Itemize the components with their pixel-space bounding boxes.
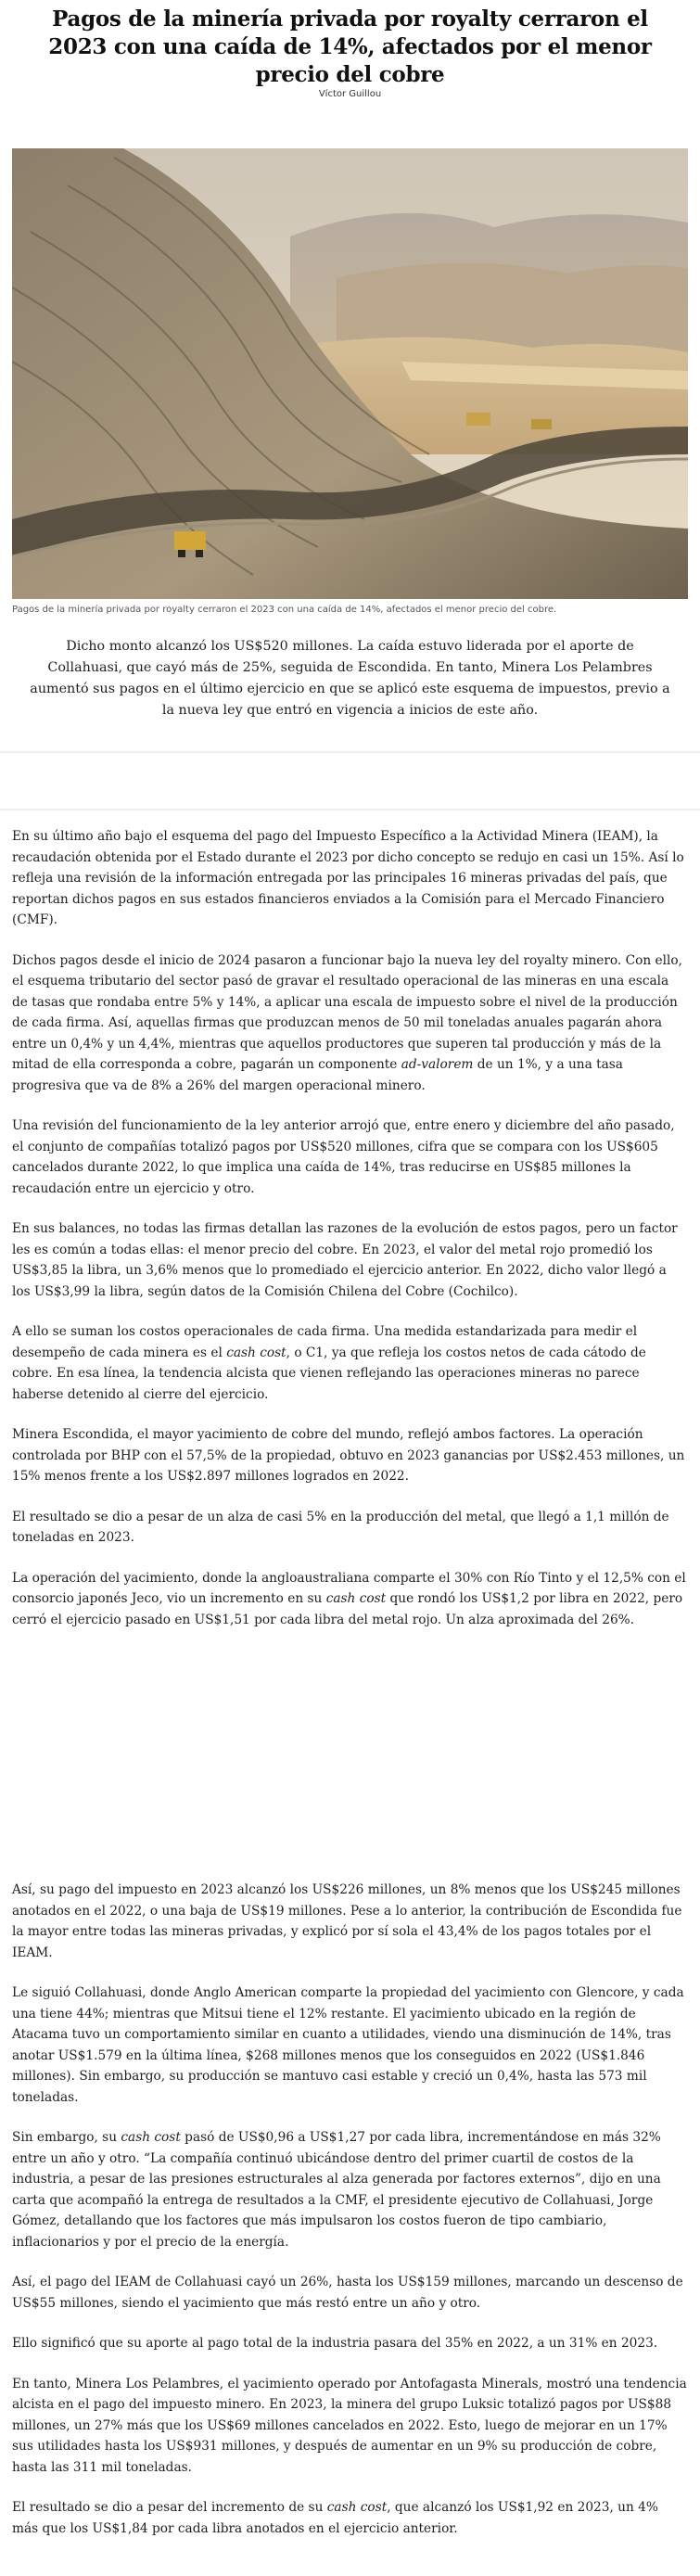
article-author[interactable]: Víctor Guillou bbox=[318, 89, 382, 99]
mine-landscape-illustration bbox=[12, 148, 688, 599]
body-paragraph: En tanto, Minera Los Pelambres, el yacimiento operado por Antofagasta Minerals, mostró una tendencia alcista en el pago del impuesto minero. En 2023, la minera del grupo Luksic totalizó pagos por US$88 millones, un 27% más que los US$69 millones cancelados en 2022. Esto, luego de mejorar en un 17% sus utilidades hasta los US$931 millones, y después de aumentar en un 9% su producción de cobre, hasta las 311 mil toneladas. bbox=[12, 2376, 687, 2475]
image-caption: Pagos de la minería privada por royalty cerraron el 2023 con una caída de 14%, afectados el menor precio del cobre. bbox=[12, 605, 557, 615]
body-paragraph: Una revisión del funcionamiento de la ley anterior arrojó que, entre enero y diciembre del año pasado, el conjunto de compañías totalizó pagos por US$520 millones, cifra que se compara con los US$605 cancelados durante 2022, lo que implica una caída de 14%, tras reducirse en US$85 millones la recaudación entre un ejercicio y otro. bbox=[12, 1118, 675, 1196]
article-title: Pagos de la minería privada por royalty cerraron el 2023 con una caída de 14%, afectados por el menor precio del cobre bbox=[48, 6, 652, 87]
body-paragraph: En sus balances, no todas las firmas detallan las razones de la evolución de estos pagos, pero un factor les es común a todas ellas: el menor precio del cobre. En 2023, el valor del metal rojo promedió los US$3,85 la libra, un 3,6% menos que lo promediado el ejercicio anterior. En 2022, dicho valor llegó a los US$3,99 la libra, según datos de la Comisión Chilena del Cobre (Cochilco). bbox=[12, 1221, 678, 1299]
body-paragraph: Sin embargo, su cash cost pasó de US$0,96 a US$1,27 por cada libra, incrementándose en más 32% entre un año y otro. “La compañía continuó ubicándose dentro del primer cuartil de costos de la industria, a pesar de las presiones estructurales al alza generada por factores externos”, dijo en una carta que acompañó la entrega de resultados a la CMF, el presidente ejecutivo de Collahuasi, Jorge Gómez, detallando que los factores que más impulsaron los costos fueron de tipo cambiario, inflacionarios y por el precio de la energía. bbox=[12, 2130, 661, 2250]
body-paragraph: En su último año bajo el esquema del pago del Impuesto Específico a la Actividad Minera (IEAM), la recaudación obtenida por el Estado durante el 2023 por dicho concepto se redujo en casi un 15%. Así lo refleja una revisión de la información entregada por las principales 16 mineras privadas del país, que reportan dichos pagos en sus estados financieros enviados a la Comisión para el Mercado Financiero (CMF). bbox=[12, 829, 684, 927]
body-paragraph: El resultado se dio a pesar del incremento de su cash cost, que alcanzó los US$1,92 en 2023, un 4% más que los US$1,84 por cada libra anotados en el ejercicio anterior. bbox=[12, 2500, 658, 2536]
article-body-section-2 bbox=[12, 1880, 688, 2539]
haul-truck-near bbox=[174, 531, 206, 550]
article-lead: Dicho monto alcanzó los US$520 millones. La caída estuvo liderada por el aporte de Collahuasi, que cayó más de 25%, seguida de Escondida. En tanto, Minera Los Pelambres aumentó sus pagos en el último ejercicio en que se aplicó este esquema de impuestos, previo a la nueva ley que entró en vigencia a inicios de este año. bbox=[30, 639, 670, 718]
body-paragraph: Dichos pagos desde el inicio de 2024 pasaron a funcionar bajo la nueva ley del royalty minero. Con ello, el esquema tributario del sector pasó de gravar el resultado operacional de las mineras en una escala de tasas que rondaba entre 5% y 14%, a aplicar una escala de impuesto sobre el nivel de la producción de cada firma. Así, aquellas firmas que produzcan menos de 50 mil toneladas anuales pagarán ahora entre un 0,4% y un 4,4%, mientras que aquellos productores que superen tal producción y más de la mitad de ella corresponda a cobre, pagarán un componente ad-valorem de un 1%, y a una tasa progresiva que va de 8% a 26% del margen operacional minero. bbox=[12, 952, 682, 1093]
body-paragraph: Minera Escondida, el mayor yacimiento de cobre del mundo, reflejó ambos factores. La operación controlada por BHP con el 57,5% de la propiedad, obtuvo en 2023 ganancias por US$2.453 millones, un 15% menos frente a los US$2.897 millones logrados en 2022. bbox=[12, 1427, 685, 1484]
divider-top bbox=[0, 751, 700, 753]
article-body-section-1 bbox=[12, 826, 688, 1630]
hero-image bbox=[12, 148, 688, 599]
body-paragraph: A ello se suman los costos operacionales de cada firma. Una medida estandarizada para medir el desempeño de cada minera es el cash cost, o C1, ya que refleja los costos netos de cada cátodo de cobre. En esa línea, la tendencia alcista que vienen reflejando las operaciones mineras no parece haberse detenido al cierre del ejercicio. bbox=[12, 1324, 646, 1402]
haul-truck-far bbox=[466, 413, 490, 426]
body-paragraph: Así, el pago del IEAM de Collahuasi cayó un 26%, hasta los US$159 millones, marcando un descenso de US$55 millones, siendo el yacimiento que más restó entre un año y otro. bbox=[12, 2275, 683, 2311]
body-paragraph: Le siguió Collahuasi, donde Anglo American comparte la propiedad del yacimiento con Glencore, y cada una tiene 44%; mientras que Mitsui tiene el 12% restante. El yacimiento ubicado en la región de Atacama tuvo un comportamiento similar en cuanto a utilidades, viendo una disminución de 14%, tras anotar US$1.579 en la última línea, $268 millones menos que los conseguidos en 2022 (US$1.846 millones). Sin embargo, su producción se mantuvo casi estable y creció un 0,4%, hasta las 573 mil toneladas. bbox=[12, 1985, 684, 2105]
body-paragraph: Ello significó que su aporte al pago total de la industria pasara del 35% en 2022, a un 31% en 2023. bbox=[12, 2336, 658, 2351]
body-paragraph: El resultado se dio a pesar de un alza de casi 5% en la producción del metal, que llegó a 1,1 millón de toneladas en 2023. bbox=[12, 1509, 669, 1545]
divider-bottom bbox=[0, 809, 700, 810]
body-paragraph: La operación del yacimiento, donde la angloaustraliana comparte el 30% con Río Tinto y el 12,5% con el consorcio japonés Jeco, vio un incremento en su cash cost que rondó los US$1,2 por libra en 2022, pero cerró el ejercicio pasado en US$1,51 por cada libra del metal rojo. Un alza aproximada del 26%. bbox=[12, 1570, 686, 1627]
body-paragraph: Así, su pago del impuesto en 2023 alcanzó los US$226 millones, un 8% menos que los US$245 millones anotados en el 2022, o una baja de US$19 millones. Pese a lo anterior, la contribución de Escondida fue la mayor entre todas las mineras privadas, y explicó por sí sola el 43,4% de los pagos totales por el IEAM. bbox=[12, 1882, 682, 1960]
